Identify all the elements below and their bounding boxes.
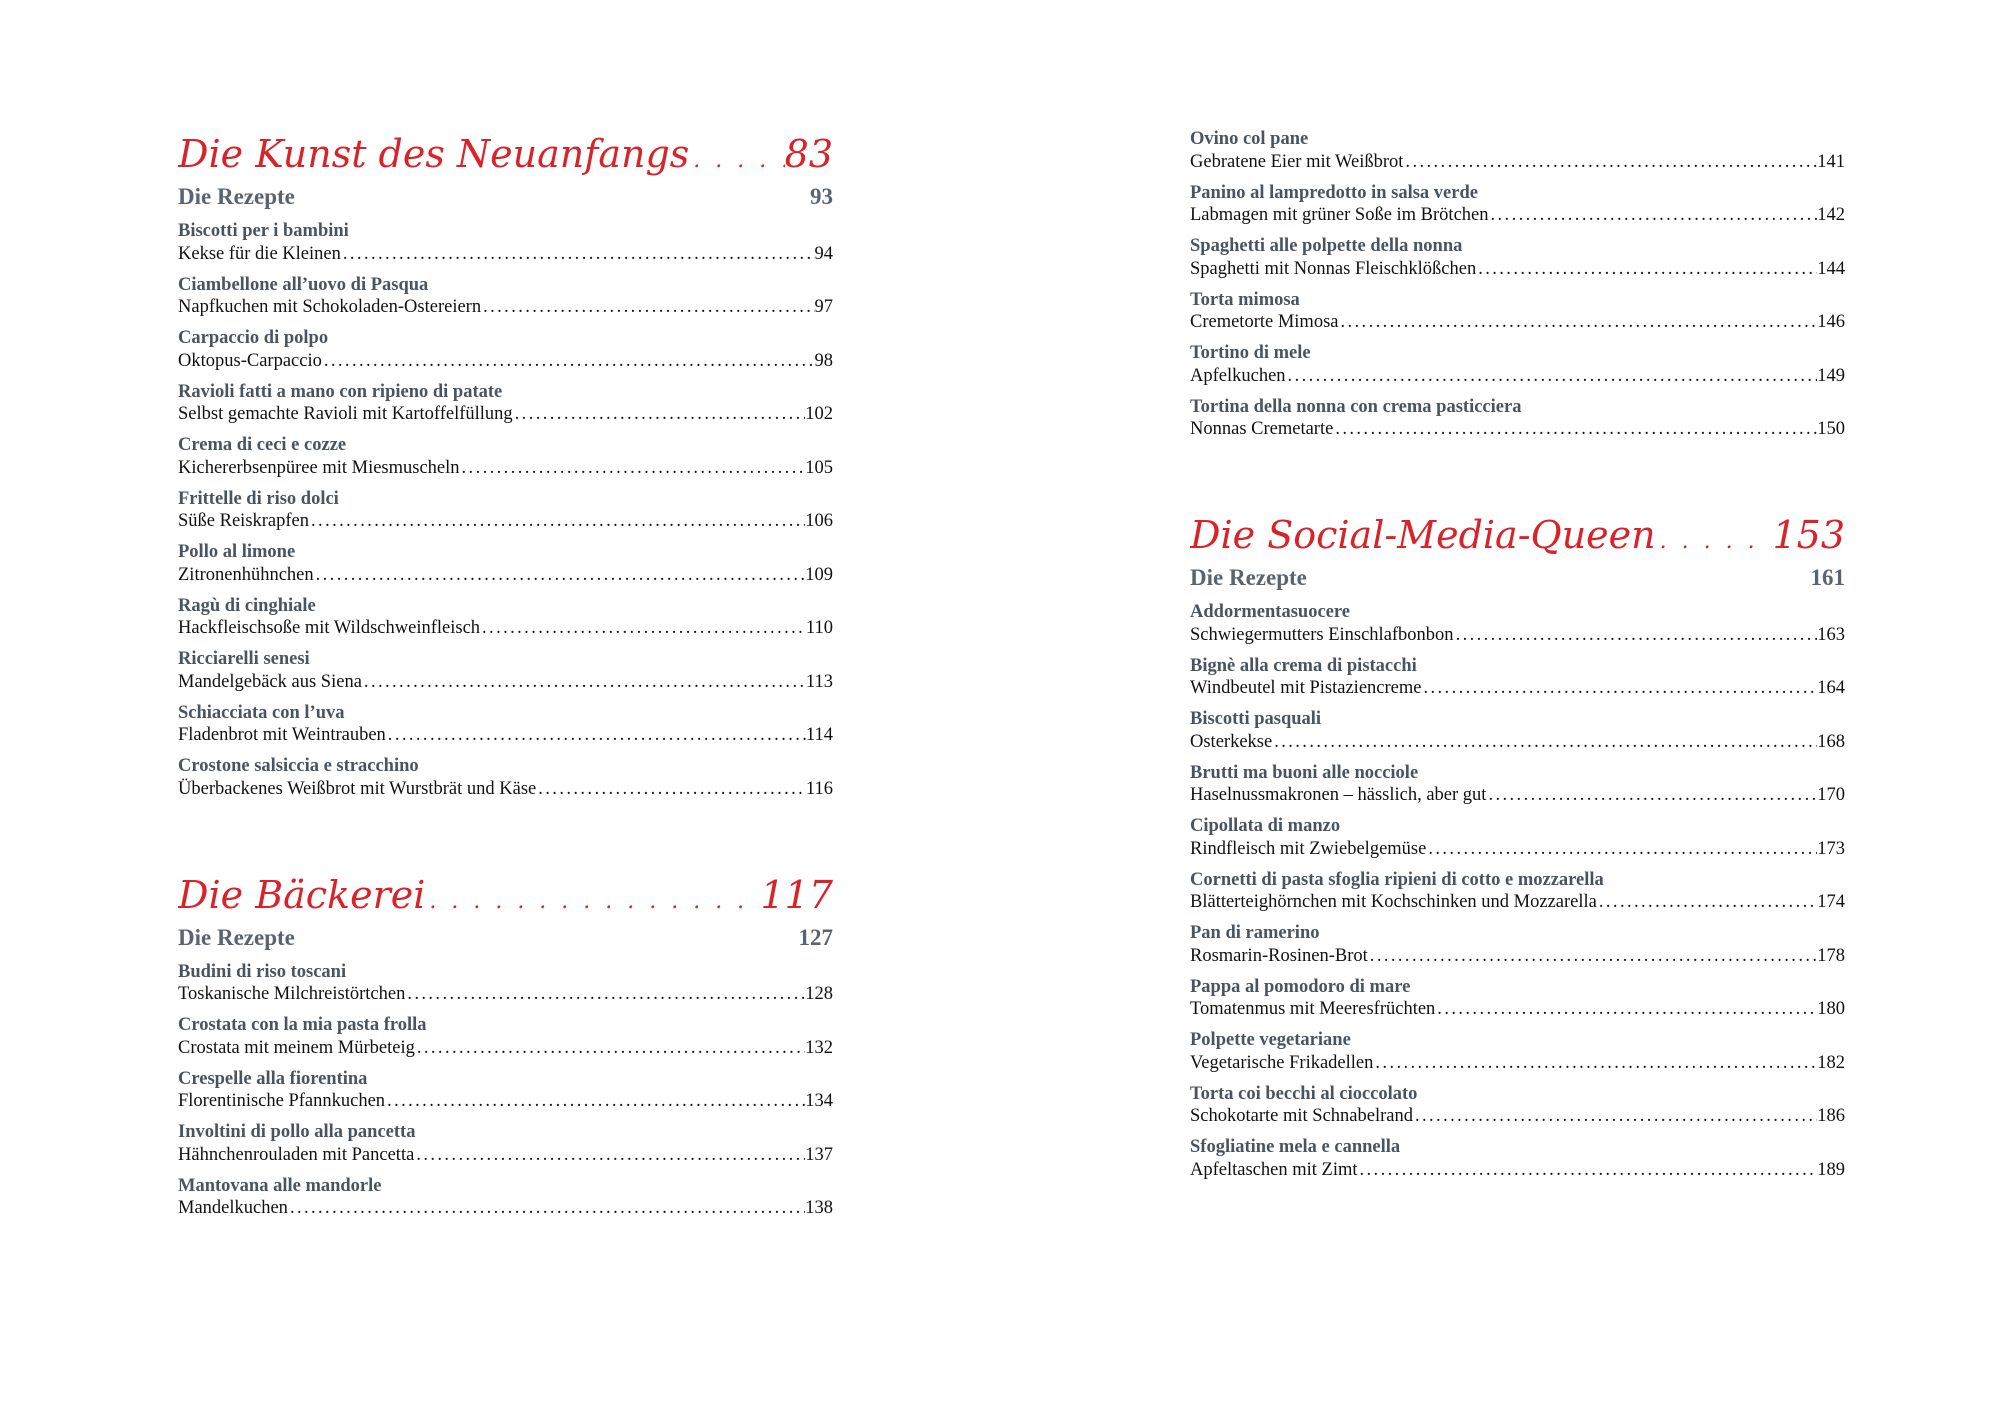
recipe-page-number: 102 [805, 404, 833, 424]
italian-recipe-name: Schiacciata con l’uva [178, 702, 345, 723]
recipe-page-number: 98 [814, 350, 833, 371]
dot-leader [414, 1144, 805, 1167]
chapter-page-number: 83 [784, 132, 833, 176]
recipes-heading [178, 923, 833, 953]
toc-entry [178, 1068, 833, 1113]
recipes-label: Die Rezepte [1190, 565, 1307, 590]
german-recipe-line [178, 671, 833, 694]
italian-recipe-name: Ricciarelli senesi [178, 649, 310, 669]
german-recipe-line [178, 510, 833, 533]
dot-leader [1272, 731, 1817, 754]
dot-leader [1358, 1159, 1818, 1182]
german-recipe-line [178, 457, 833, 480]
dot-leader [1486, 784, 1817, 807]
italian-recipe-name: Spaghetti alle polpette della nonna [1190, 236, 1463, 256]
dot-leader [322, 350, 815, 373]
dot-leader [309, 510, 805, 533]
recipes-heading [178, 182, 833, 212]
recipes-page-number: 127 [798, 924, 833, 950]
toc-entry [178, 488, 833, 533]
chapter-title [178, 871, 833, 919]
recipe-page-number: 186 [1817, 1106, 1845, 1126]
dot-leader [481, 296, 814, 319]
section-gap [178, 809, 833, 853]
italian-recipe-name: Crema di ceci e cozze [178, 435, 347, 455]
toc-entry [1190, 869, 1845, 914]
recipe-page-number: 110 [805, 618, 833, 638]
section-gap [1190, 449, 1845, 493]
dot-leader [1426, 838, 1817, 861]
recipe-page-number: 180 [1817, 999, 1845, 1019]
dot-leader [689, 137, 784, 178]
dot-leader [386, 724, 806, 747]
german-recipe-name: Fladenbrot mit Weintrauben [178, 725, 386, 745]
german-recipe-line [178, 243, 833, 266]
toc-entry [1190, 601, 1845, 646]
recipe-page-number: 189 [1817, 1159, 1845, 1180]
italian-recipe-name: Crostone salsiccia e stracchino [178, 756, 419, 776]
german-recipe-line [178, 1090, 833, 1113]
right-page [1190, 0, 1845, 1190]
german-recipe-name: Selbst gemachte Ravioli mit Kartoffelfüllung [178, 404, 513, 424]
german-recipe-line [178, 778, 833, 801]
dot-leader [1403, 151, 1817, 174]
german-recipe-name: Apfeltaschen mit Zimt [1190, 1159, 1358, 1180]
italian-recipe-name: Ravioli fatti a mano con ripieno di patate [178, 381, 503, 402]
german-recipe-name: Napfkuchen mit Schokoladen-Ostereiern [178, 297, 482, 317]
german-recipe-name: Kekse für die Kleinen [178, 243, 341, 264]
toc-entry [178, 961, 833, 1006]
toc-entry [1190, 976, 1845, 1021]
recipe-page-number: 94 [814, 243, 833, 264]
german-recipe-name: Mandelkuchen [178, 1198, 288, 1218]
italian-recipe-name: Ragù di cinghiale [178, 595, 316, 616]
toc-entry [178, 327, 833, 372]
toc-entry [1190, 655, 1845, 700]
italian-recipe-name: Polpette vegetariane [1190, 1030, 1351, 1050]
recipe-page-number: 97 [814, 297, 833, 317]
recipe-page-number: 116 [805, 778, 833, 799]
chapter-section [178, 871, 833, 1220]
toc-entry [178, 220, 833, 265]
german-recipe-line [1190, 1159, 1845, 1182]
german-recipe-line [1190, 677, 1845, 700]
recipe-page-number: 174 [1817, 892, 1845, 912]
recipe-page-number: 170 [1817, 785, 1845, 805]
german-recipe-line [178, 564, 833, 587]
german-recipe-line [178, 617, 833, 640]
italian-recipe-name: Torta coi becchi al cioccolato [1190, 1083, 1418, 1104]
italian-recipe-name: Pollo al limone [178, 542, 296, 562]
italian-recipe-name: Frittelle di riso dolci [178, 488, 339, 509]
recipe-page-number: 114 [805, 725, 833, 745]
german-recipe-name: Apfelkuchen [1190, 365, 1286, 386]
recipe-page-number: 149 [1817, 365, 1845, 386]
italian-recipe-name: Pappa al pomodoro di mare [1190, 976, 1411, 997]
italian-recipe-name: Sfogliatine mela e cannella [1190, 1137, 1401, 1157]
italian-recipe-name: Biscotti per i bambini [178, 221, 349, 241]
german-recipe-name: Vegetarische Frikadellen [1190, 1052, 1374, 1073]
german-recipe-name: Süße Reiskrapfen [178, 511, 310, 531]
german-recipe-line [1190, 204, 1845, 227]
italian-recipe-name: Biscotti pasquali [1190, 709, 1322, 729]
german-recipe-line [1190, 258, 1845, 281]
dot-leader [415, 1037, 805, 1060]
german-recipe-line [1190, 151, 1845, 174]
dot-leader [1338, 311, 1817, 334]
italian-recipe-name: Crespelle alla fiorentina [178, 1068, 368, 1089]
toc-entry [1190, 342, 1845, 387]
german-recipe-name: Crostata mit meinem Mürbeteig [178, 1037, 415, 1058]
german-recipe-name: Blätterteighörnchen mit Kochschinken und Mozzarella [1190, 892, 1597, 912]
german-recipe-line [178, 724, 833, 747]
german-recipe-line [178, 350, 833, 373]
italian-recipe-name: Ciambellone all’uovo di Pasqua [178, 274, 429, 295]
recipes-label: Die Rezepte [178, 184, 295, 209]
german-recipe-line [178, 983, 833, 1006]
chapter-title [178, 130, 833, 178]
italian-recipe-name: Cornetti di pasta sfoglia ripieni di cotto e mozzarella [1190, 869, 1604, 890]
recipe-page-number: 134 [805, 1091, 833, 1111]
german-recipe-name: Toskanische Milchreistörtchen [178, 984, 406, 1004]
recipe-page-number: 173 [1817, 838, 1845, 859]
recipe-page-number: 178 [1817, 945, 1845, 966]
recipe-page-number: 109 [805, 564, 833, 585]
toc-entry [178, 381, 833, 426]
german-recipe-name: Rindfleisch mit Zwiebelgemüse [1190, 838, 1427, 859]
italian-recipe-name: Mantovana alle mandorle [178, 1175, 382, 1196]
german-recipe-line [1190, 945, 1845, 968]
dot-leader [536, 778, 806, 801]
toc-entry [1190, 1083, 1845, 1128]
german-recipe-line [178, 1144, 833, 1167]
recipe-page-number: 150 [1817, 419, 1845, 439]
german-recipe-name: Oktopus-Carpaccio [178, 350, 322, 371]
italian-recipe-name: Carpaccio di polpo [178, 328, 329, 348]
german-recipe-line [1190, 1105, 1845, 1128]
toc-entry [1190, 1029, 1845, 1074]
chapter-page-number: 153 [1772, 513, 1845, 557]
recipe-page-number: 138 [805, 1198, 833, 1218]
recipe-page-number: 106 [805, 511, 833, 531]
dot-leader [1597, 891, 1817, 914]
recipe-page-number: 144 [1817, 258, 1845, 279]
italian-recipe-name: Bignè alla crema di pistacchi [1190, 655, 1417, 676]
german-recipe-name: Haselnussmakronen – hässlich, aber gut [1190, 785, 1487, 805]
toc-entry [178, 274, 833, 319]
toc-entry [178, 1014, 833, 1059]
dot-leader [362, 671, 806, 694]
italian-recipe-name: Tortino di mele [1190, 343, 1311, 363]
toc-entry [178, 648, 833, 693]
dot-leader [1656, 518, 1773, 559]
german-recipe-name: Cremetorte Mimosa [1190, 312, 1339, 332]
italian-recipe-name: Addormentasuocere [1190, 602, 1350, 622]
toc-entry [178, 1121, 833, 1166]
toc-entry [178, 755, 833, 800]
dot-leader [480, 617, 806, 640]
german-recipe-name: Schokotarte mit Schnabelrand [1190, 1106, 1413, 1126]
german-recipe-name: Hackfleischsoße mit Wildschweinfleisch [178, 618, 481, 638]
german-recipe-line [1190, 365, 1845, 388]
dot-leader [314, 564, 806, 587]
dot-leader [513, 403, 806, 426]
recipe-page-number: 141 [1817, 151, 1845, 172]
german-recipe-line [1190, 731, 1845, 754]
left-page [178, 0, 833, 1228]
chapter-title-text: Die Kunst des Neuanfangs [178, 132, 690, 176]
german-recipe-line [1190, 418, 1845, 441]
dot-leader [460, 457, 806, 480]
dot-leader [1413, 1105, 1817, 1128]
german-recipe-line [1190, 311, 1845, 334]
toc-entry [178, 595, 833, 640]
dot-leader [1476, 258, 1817, 281]
toc-entry [1190, 762, 1845, 807]
german-recipe-name: Tomatenmus mit Meeresfrüchten [1190, 999, 1436, 1019]
german-recipe-name: Zitronenhühnchen [178, 564, 314, 585]
chapter-title-text: Die Social-Media-Queen [1190, 513, 1656, 557]
toc-entry [178, 541, 833, 586]
german-recipe-name: Spaghetti mit Nonnas Fleischklößchen [1190, 258, 1477, 279]
recipe-page-number: 128 [805, 984, 833, 1004]
toc-entry [1190, 1136, 1845, 1181]
recipes-page-number: 161 [1810, 565, 1845, 590]
german-recipe-name: Überbackenes Weißbrot mit Wurstbrät und Käse [178, 778, 537, 799]
toc-entry [178, 1175, 833, 1220]
german-recipe-name: Gebratene Eier mit Weißbrot [1190, 151, 1404, 172]
german-recipe-line [1190, 624, 1845, 647]
toc-entry [1190, 128, 1845, 173]
dot-leader [1435, 998, 1817, 1021]
german-recipe-line [1190, 1052, 1845, 1075]
chapter-title-text: Die Bäckerei [178, 872, 426, 917]
recipe-page-number: 168 [1817, 731, 1845, 752]
recipe-page-number: 137 [805, 1144, 833, 1165]
dot-leader [288, 1197, 805, 1220]
dot-leader [341, 243, 815, 266]
italian-recipe-name: Crostata con la mia pasta frolla [178, 1015, 427, 1035]
dot-leader [425, 878, 760, 919]
toc-entry [1190, 396, 1845, 441]
continued-entries [1190, 128, 1845, 441]
german-recipe-line [1190, 998, 1845, 1021]
recipes-heading [1190, 563, 1845, 593]
chapter-section [1190, 511, 1845, 1181]
german-recipe-line [1190, 784, 1845, 807]
toc-entry [1190, 235, 1845, 280]
dot-leader [1286, 365, 1818, 388]
german-recipe-line [178, 296, 833, 319]
toc-entry [1190, 182, 1845, 227]
dot-leader [1368, 945, 1817, 968]
italian-recipe-name: Cipollata di manzo [1190, 816, 1341, 836]
german-recipe-line [178, 1037, 833, 1060]
italian-recipe-name: Budini di riso toscani [178, 961, 347, 982]
recipes-label: Die Rezepte [178, 924, 295, 950]
italian-recipe-name: Tortina della nonna con crema pasticciera [1190, 396, 1522, 417]
dot-leader [1454, 624, 1818, 647]
toc-entry [1190, 815, 1845, 860]
italian-recipe-name: Torta mimosa [1190, 289, 1300, 310]
toc-entry [178, 434, 833, 479]
recipe-page-number: 164 [1817, 678, 1845, 698]
german-recipe-line [178, 1197, 833, 1220]
dot-leader [1489, 204, 1818, 227]
german-recipe-name: Nonnas Cremetarte [1190, 419, 1334, 439]
german-recipe-line [178, 403, 833, 426]
italian-recipe-name: Panino al lampredotto in salsa verde [1190, 182, 1478, 203]
recipe-page-number: 163 [1817, 624, 1845, 645]
german-recipe-name: Windbeutel mit Pistaziencreme [1190, 678, 1422, 698]
german-recipe-line [1190, 838, 1845, 861]
dot-leader [385, 1090, 805, 1113]
recipe-page-number: 146 [1817, 312, 1845, 332]
german-recipe-name: Florentinische Pfannkuchen [178, 1091, 386, 1111]
italian-recipe-name: Pan di ramerino [1190, 923, 1320, 943]
recipe-page-number: 182 [1817, 1052, 1845, 1073]
german-recipe-name: Labmagen mit grüner Soße im Brötchen [1190, 205, 1489, 225]
german-recipe-name: Osterkekse [1190, 731, 1273, 752]
german-recipe-name: Rosmarin-Rosinen-Brot [1190, 945, 1368, 966]
german-recipe-line [1190, 891, 1845, 914]
italian-recipe-name: Involtini di pollo alla pancetta [178, 1122, 416, 1142]
recipes-page-number: 93 [810, 184, 833, 209]
toc-entry [1190, 708, 1845, 753]
dot-leader [1373, 1052, 1817, 1075]
chapter-title [1190, 511, 1845, 559]
toc-entry [1190, 922, 1845, 967]
german-recipe-name: Mandelgebäck aus Siena [178, 671, 362, 692]
recipe-page-number: 105 [805, 457, 833, 478]
recipe-page-number: 132 [805, 1037, 833, 1058]
dot-leader [405, 983, 805, 1006]
german-recipe-name: Hähnchenrouladen mit Pancetta [178, 1144, 415, 1165]
toc-entry [1190, 289, 1845, 334]
chapter-section [178, 130, 833, 800]
recipe-page-number: 113 [805, 671, 833, 692]
italian-recipe-name: Brutti ma buoni alle nocciole [1190, 762, 1419, 783]
recipe-page-number: 142 [1817, 205, 1845, 225]
dot-leader [1333, 418, 1817, 441]
chapter-page-number: 117 [760, 872, 833, 917]
german-recipe-name: Kichererbsenpüree mit Miesmuscheln [178, 457, 460, 478]
italian-recipe-name: Ovino col pane [1190, 129, 1309, 149]
german-recipe-name: Schwiegermutters Einschlafbonbon [1190, 624, 1454, 645]
dot-leader [1421, 677, 1817, 700]
toc-entry [178, 702, 833, 747]
